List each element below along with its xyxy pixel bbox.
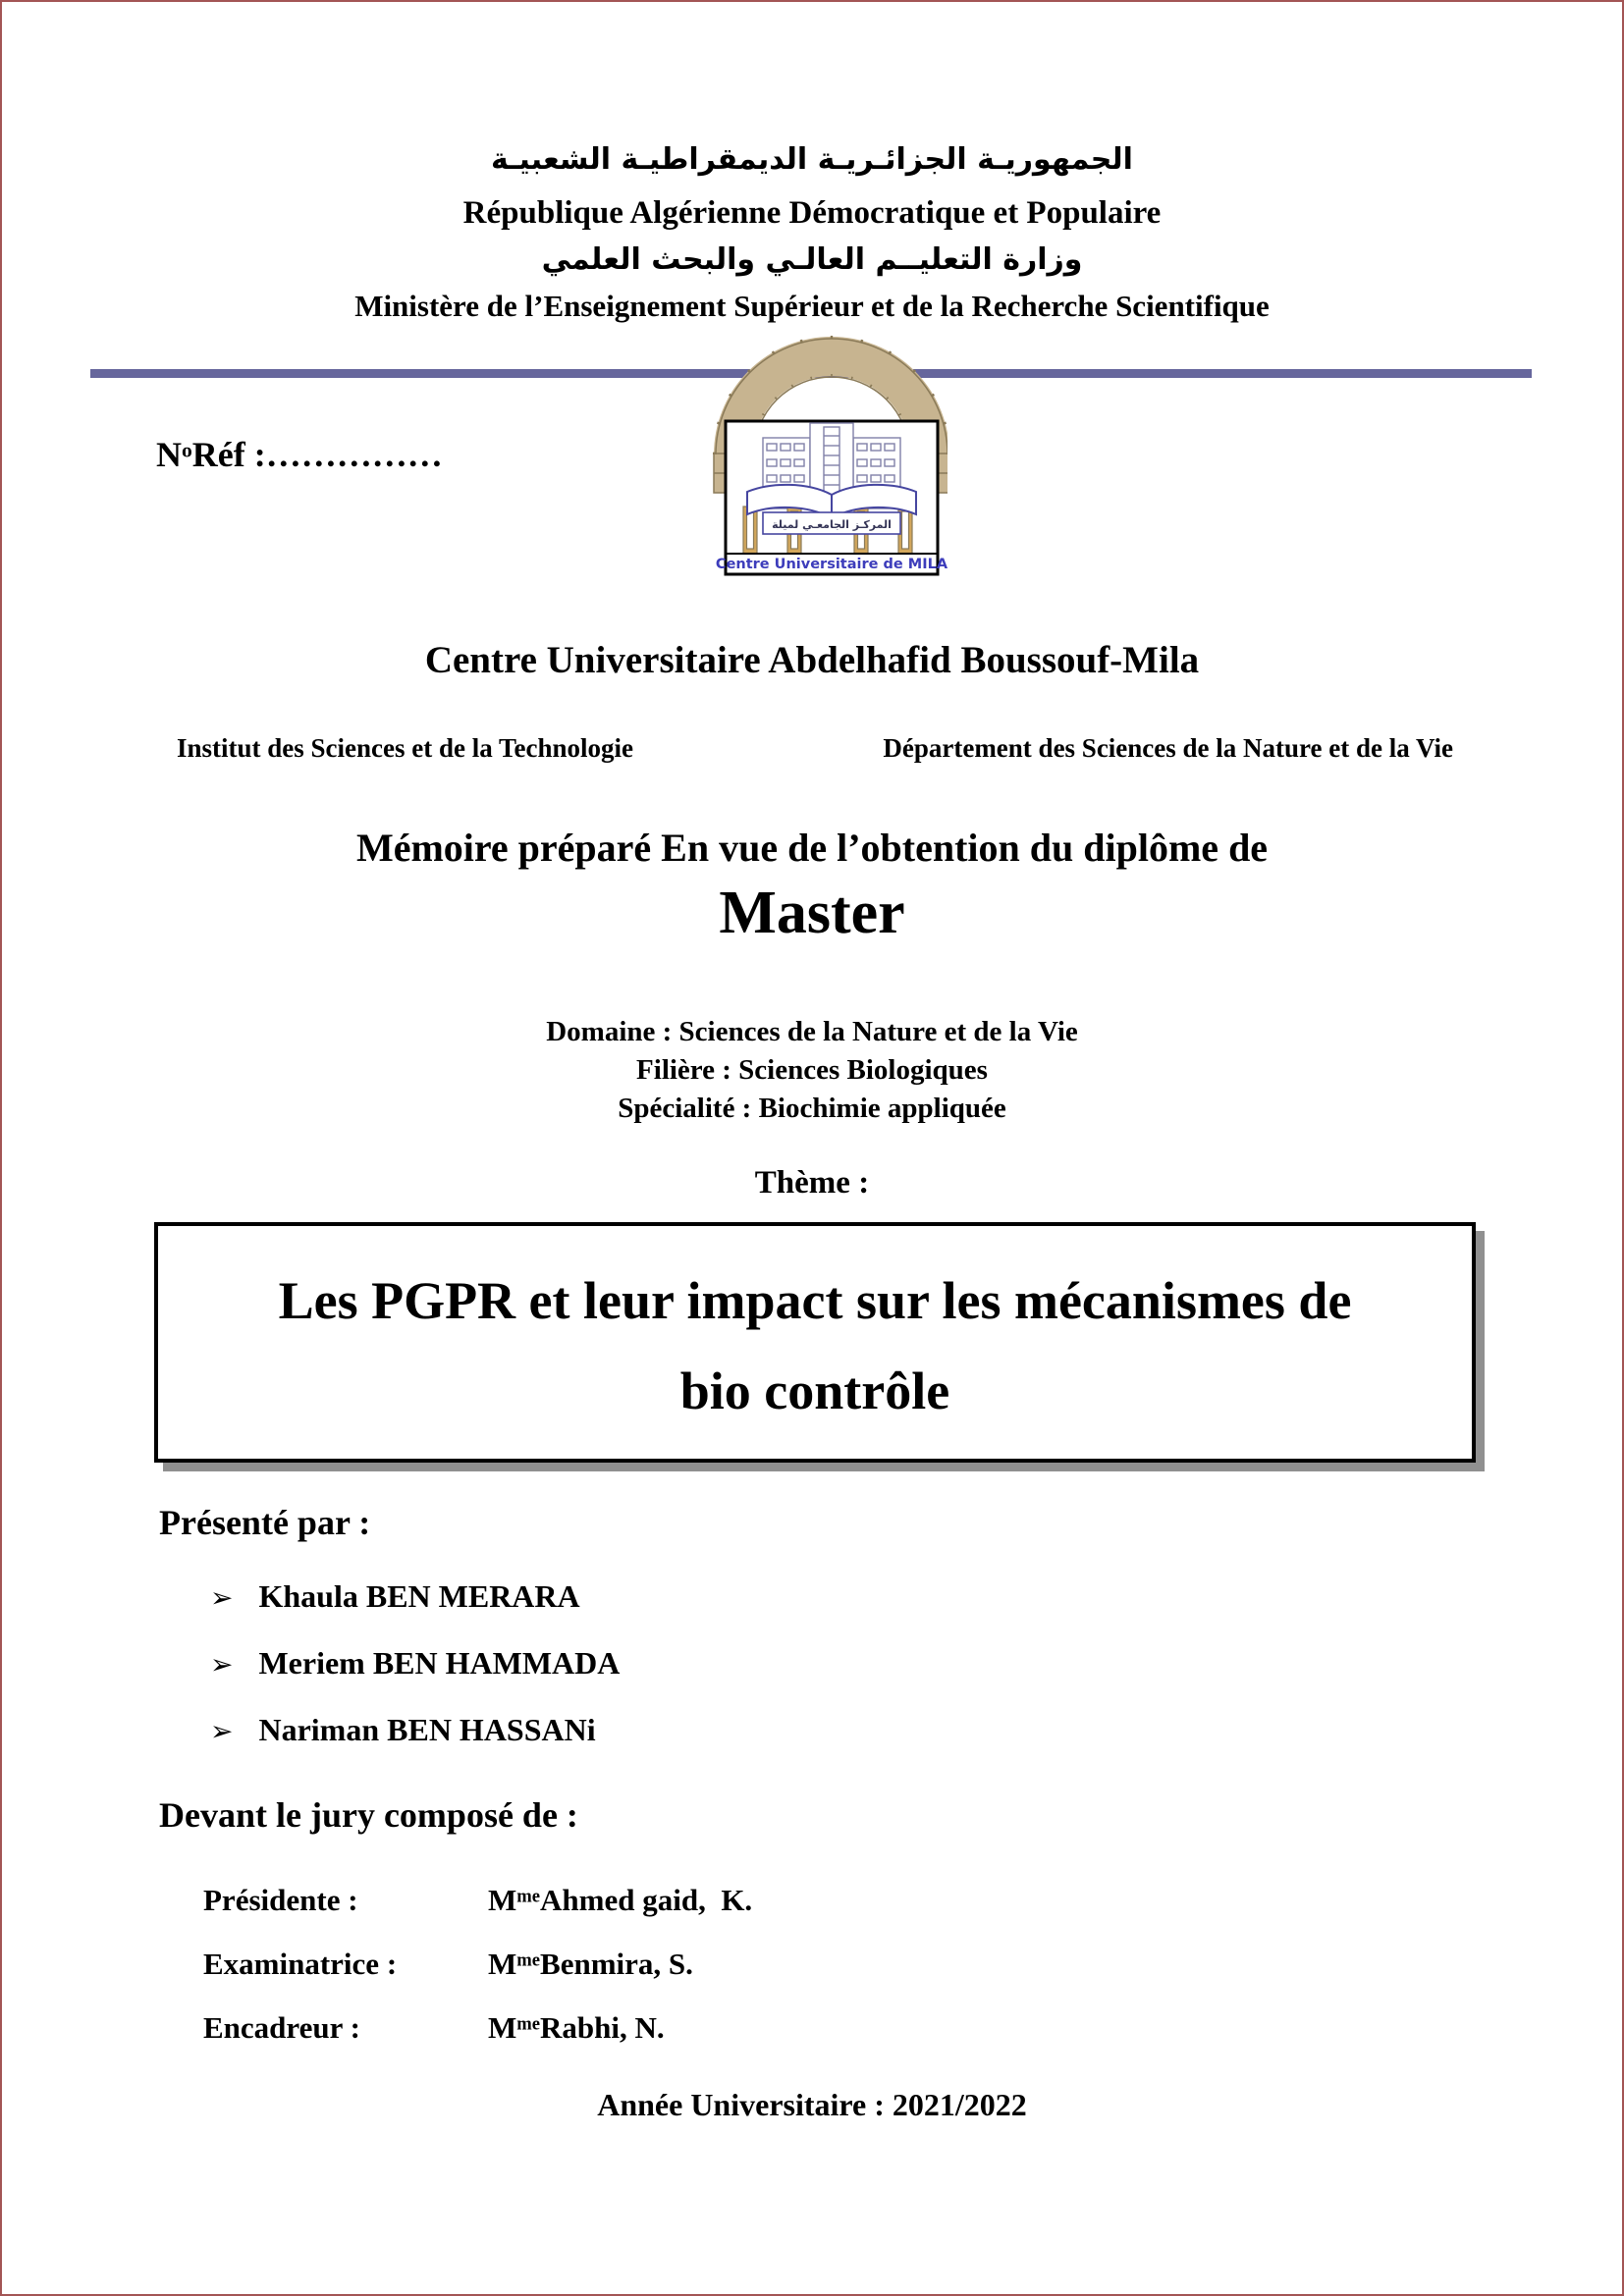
- jury-row: [203, 2010, 665, 2046]
- ref-rest: Réf :……………: [191, 435, 443, 474]
- logo-arabic-banner-text: المركـز الجامعـي لميلة: [772, 518, 892, 531]
- ref-superscript: o: [182, 438, 192, 462]
- theme-label: Thème :: [754, 1165, 870, 1201]
- jury-role: Présidente :: [203, 1883, 358, 1917]
- jury-row: [203, 1947, 693, 1982]
- french-ministry-line: Ministère de l’Enseignement Supérieur et de la Recherche Scientifique: [354, 289, 1270, 323]
- jury-role: Encadreur :: [203, 2010, 360, 2045]
- arabic-republic-line: الجمهوريـة الجزائـريـة الديمقراطيـة الشعبيـة: [491, 142, 1133, 177]
- candidate-row: [210, 1712, 596, 1748]
- candidate-row: [210, 1645, 620, 1682]
- program-block: [2, 1013, 1622, 1128]
- jury-role: Examinatrice :: [203, 1947, 398, 1981]
- specialite-line: Spécialité : Biochimie appliquée: [618, 1093, 1006, 1124]
- arrow-bullet-icon: ➢: [210, 1715, 234, 1747]
- jury-row: [203, 1883, 752, 1918]
- jury-member: $M^{me}Rabhi$, N.: [488, 2010, 665, 2045]
- arrow-bullet-icon: ➢: [210, 1648, 234, 1681]
- jury-heading: Devant le jury composé de :: [159, 1795, 578, 1835]
- institute-name: Institut des Sciences et de la Technologie: [177, 733, 634, 763]
- jury-member: $M^{me}Benmira$, S.: [488, 1947, 693, 1981]
- candidate-name: Khaula BEN MERARA: [258, 1578, 580, 1614]
- domaine-line: Domaine : Sciences de la Nature et de la Vie: [546, 1016, 1078, 1047]
- university-name: Centre Universitaire Abdelhafid Boussouf-Mila: [424, 639, 1200, 681]
- french-republic-line: République Algérienne Démocratique et Populaire: [462, 195, 1162, 231]
- candidate-row: [210, 1578, 580, 1615]
- degree-name: Master: [719, 880, 905, 946]
- arrow-bullet-icon: ➢: [210, 1581, 234, 1614]
- university-logo-graphic: [712, 332, 947, 579]
- candidate-name: Meriem BEN HAMMADA: [258, 1645, 621, 1681]
- candidate-name: Nariman BEN HASSANi: [258, 1712, 596, 1747]
- academic-year-line: Année Universitaire : 2021/2022: [597, 2087, 1027, 2122]
- thesis-title-box: [154, 1222, 1476, 1463]
- filiere-line: Filière : Sciences Biologiques: [636, 1054, 988, 1086]
- ref-number: [156, 434, 443, 475]
- department-name: Département des Sciences de la Nature et de la Vie: [883, 733, 1453, 763]
- thesis-title-line1: Les PGPR et leur impact sur les mécanismes de: [278, 1271, 1352, 1330]
- university-logo: [712, 332, 947, 579]
- jury-member: $M^{me}Ahmed$ gaid, K.: [488, 1883, 753, 1917]
- ref-prefix: N: [156, 435, 182, 474]
- arabic-ministry-line: وزارة التعليــم العالـي والبحث العلمي: [541, 242, 1083, 277]
- presented-by-heading: Présenté par :: [159, 1503, 371, 1542]
- memoire-line: Mémoire préparé En vue de l’obtention du diplôme de: [355, 826, 1269, 870]
- thesis-title-line2: bio contrôle: [679, 1362, 950, 1420]
- logo-caption-text: Centre Universitaire de MILA: [715, 557, 947, 572]
